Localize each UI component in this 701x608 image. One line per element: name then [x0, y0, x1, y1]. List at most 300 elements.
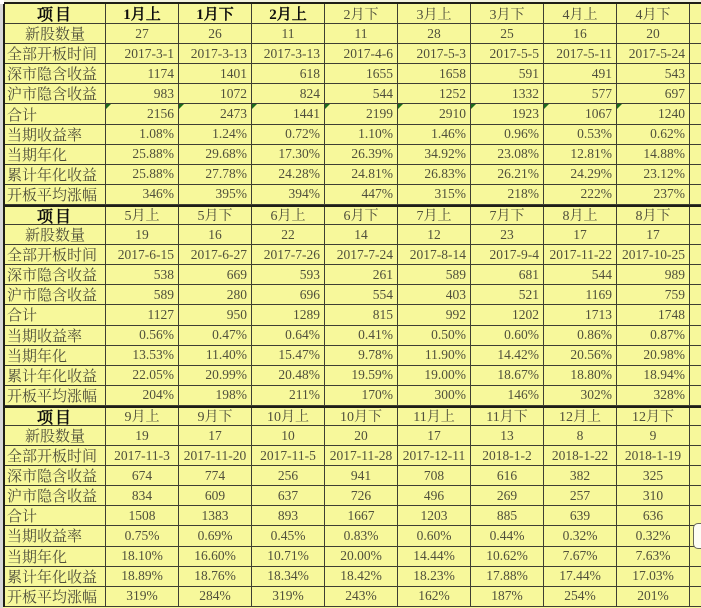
table-cell[interactable]: 538	[106, 265, 179, 285]
table-cell[interactable]: 22	[252, 225, 325, 245]
table-cell[interactable]: 9.78%	[325, 346, 398, 366]
table-cell[interactable]: 28	[398, 24, 471, 44]
table-cell[interactable]: 2017-4-6	[325, 44, 398, 64]
table-cell[interactable]: 1667	[325, 506, 398, 526]
table-cell[interactable]: 14.88%	[617, 145, 690, 165]
table-cell[interactable]: 1202	[471, 305, 544, 325]
table-cell[interactable]: 204%	[106, 386, 179, 406]
table-cell[interactable]: 824	[252, 84, 325, 104]
table-cell[interactable]: 315%	[398, 185, 471, 205]
filler-cell	[690, 44, 701, 64]
table-cell[interactable]: 218%	[471, 185, 544, 205]
table-row	[5, 225, 701, 245]
filler-cell	[690, 386, 701, 406]
filler-cell	[690, 547, 701, 567]
table-cell[interactable]: 1067	[544, 104, 617, 124]
table-cell[interactable]: 16	[179, 225, 252, 245]
table-cell[interactable]: 1713	[544, 305, 617, 325]
table-cell[interactable]: 14.42%	[471, 346, 544, 366]
table-cell[interactable]: 681	[471, 265, 544, 285]
row-label[interactable]: 全部开板时间	[5, 245, 106, 265]
column-header[interactable]: 1月上	[106, 4, 179, 24]
table-cell[interactable]: 0.86%	[544, 326, 617, 346]
table-cell[interactable]: 17	[544, 225, 617, 245]
row-label[interactable]: 当期年化	[5, 547, 106, 567]
row-label[interactable]: 沪市隐含收益	[5, 84, 106, 104]
table-cell[interactable]: 0.45%	[252, 526, 325, 546]
column-header[interactable]: 8月上	[544, 207, 617, 225]
row-label[interactable]: 当期收益率	[5, 125, 106, 145]
filler-cell	[690, 346, 701, 366]
table-cell[interactable]: 29.68%	[179, 145, 252, 165]
table-cell[interactable]: 589	[398, 265, 471, 285]
table-cell[interactable]: 7.67%	[544, 547, 617, 567]
table-cell[interactable]: 17	[398, 426, 471, 446]
table-row	[5, 326, 701, 346]
row-label[interactable]: 当期收益率	[5, 326, 106, 346]
row-label[interactable]: 合计	[5, 305, 106, 325]
table-cell[interactable]: 328%	[617, 386, 690, 406]
table-cell[interactable]: 543	[617, 64, 690, 84]
table-cell[interactable]: 2017-5-11	[544, 44, 617, 64]
table-cell[interactable]: 591	[471, 64, 544, 84]
table-cell[interactable]: 2017-3-13	[252, 44, 325, 64]
table-cell[interactable]: 18.67%	[471, 366, 544, 386]
row-label[interactable]: 开板平均涨幅	[5, 386, 106, 406]
table-cell[interactable]: 1401	[179, 64, 252, 84]
table-cell[interactable]: 17.44%	[544, 567, 617, 587]
column-header[interactable]: 4月下	[617, 4, 690, 24]
row-label[interactable]: 开板平均涨幅	[5, 587, 106, 607]
table-cell[interactable]: 2017-9-4	[471, 245, 544, 265]
column-header[interactable]: 10月上	[252, 408, 325, 426]
table-cell[interactable]: 609	[179, 486, 252, 506]
table-cell[interactable]: 17	[179, 426, 252, 446]
table-cell[interactable]: 17.03%	[617, 567, 690, 587]
corner-cell-label[interactable]: 项目	[5, 408, 106, 426]
row-label[interactable]: 累计年化收益	[5, 165, 106, 185]
table-cell[interactable]: 18.94%	[617, 366, 690, 386]
table-cell[interactable]: 2017-11-3	[106, 446, 179, 466]
table-cell[interactable]: 24.29%	[544, 165, 617, 185]
table-cell[interactable]: 325	[617, 466, 690, 486]
table-cell[interactable]: 20.98%	[617, 346, 690, 366]
table-cell[interactable]: 2017-8-14	[398, 245, 471, 265]
table-row	[5, 145, 701, 165]
table-cell[interactable]: 2017-11-28	[325, 446, 398, 466]
column-header[interactable]: 3月上	[398, 4, 471, 24]
table-cell[interactable]: 20.56%	[544, 346, 617, 366]
table-cell[interactable]: 2017-12-11	[398, 446, 471, 466]
table-cell[interactable]: 22.05%	[106, 366, 179, 386]
table-cell[interactable]: 310	[617, 486, 690, 506]
table-cell[interactable]: 0.87%	[617, 326, 690, 346]
table-cell[interactable]: 16.60%	[179, 547, 252, 567]
table-row	[5, 526, 701, 546]
row-label[interactable]: 全部开板时间	[5, 44, 106, 64]
table-row	[5, 245, 701, 265]
table-cell[interactable]: 20	[325, 426, 398, 446]
table-cell[interactable]: 1441	[252, 104, 325, 124]
table-cell[interactable]: 16	[544, 24, 617, 44]
filler-cell	[690, 285, 701, 305]
table-cell[interactable]: 950	[179, 305, 252, 325]
table-cell[interactable]: 0.47%	[179, 326, 252, 346]
corner-cell-label[interactable]: 项目	[5, 4, 106, 24]
table-cell[interactable]: 394%	[252, 185, 325, 205]
row-label[interactable]: 开板平均涨幅	[5, 185, 106, 205]
table-cell[interactable]: 2199	[325, 104, 398, 124]
table-cell[interactable]: 0.53%	[544, 125, 617, 145]
row-label[interactable]: 全部开板时间	[5, 446, 106, 466]
table-cell[interactable]: 14.44%	[398, 547, 471, 567]
row-label[interactable]: 累计年化收益	[5, 567, 106, 587]
table-cell[interactable]: 0.75%	[106, 526, 179, 546]
table-cell[interactable]: 554	[325, 285, 398, 305]
column-header[interactable]: 5月下	[179, 207, 252, 225]
table-cell[interactable]: 637	[252, 486, 325, 506]
table-cell[interactable]: 1655	[325, 64, 398, 84]
table-cell[interactable]: 0.41%	[325, 326, 398, 346]
table-cell[interactable]: 774	[179, 466, 252, 486]
table-cell[interactable]: 544	[325, 84, 398, 104]
table-cell[interactable]: 834	[106, 486, 179, 506]
table-cell[interactable]: 0.62%	[617, 125, 690, 145]
table-cell[interactable]: 243%	[325, 587, 398, 607]
table-cell[interactable]: 1252	[398, 84, 471, 104]
column-header[interactable]: 11月下	[471, 408, 544, 426]
table-cell[interactable]: 593	[252, 265, 325, 285]
table-cell[interactable]: 0.60%	[398, 526, 471, 546]
table-cell[interactable]: 2017-5-5	[471, 44, 544, 64]
filler-cell	[690, 326, 701, 346]
table-cell[interactable]: 15.47%	[252, 346, 325, 366]
table-cell[interactable]: 18.10%	[106, 547, 179, 567]
table-cell[interactable]: 2018-1-2	[471, 446, 544, 466]
table-cell[interactable]: 11.40%	[179, 346, 252, 366]
row-label[interactable]: 当期收益率	[5, 526, 106, 546]
row-label[interactable]: 累计年化收益	[5, 366, 106, 386]
table-cell[interactable]: 1174	[106, 64, 179, 84]
section-header-row	[5, 4, 701, 24]
table-cell[interactable]: 17.30%	[252, 145, 325, 165]
table-cell[interactable]: 2017-3-13	[179, 44, 252, 64]
table-cell[interactable]: 17	[617, 225, 690, 245]
table-cell[interactable]: 2018-1-19	[617, 446, 690, 466]
table-cell[interactable]: 20.00%	[325, 547, 398, 567]
table-cell[interactable]: 146%	[471, 386, 544, 406]
column-header[interactable]: 12月下	[617, 408, 690, 426]
table-cell[interactable]: 639	[544, 506, 617, 526]
column-header[interactable]: 12月上	[544, 408, 617, 426]
table-cell[interactable]: 20.48%	[252, 366, 325, 386]
table-cell[interactable]: 697	[617, 84, 690, 104]
table-cell[interactable]: 13	[471, 426, 544, 446]
corner-cell-label[interactable]: 项目	[5, 207, 106, 225]
table-row	[5, 185, 701, 205]
table-cell[interactable]: 1289	[252, 305, 325, 325]
table-cell[interactable]: 0.83%	[325, 526, 398, 546]
table-section-2	[5, 205, 701, 406]
table-cell[interactable]: 256	[252, 466, 325, 486]
table-cell[interactable]: 269	[471, 486, 544, 506]
table-cell[interactable]: 222%	[544, 185, 617, 205]
flag-triangle-icon	[325, 104, 330, 109]
table-cell[interactable]: 885	[471, 506, 544, 526]
table-cell[interactable]: 0.50%	[398, 326, 471, 346]
table-cell[interactable]: 27.78%	[179, 165, 252, 185]
filler-cell	[690, 4, 701, 24]
table-cell[interactable]: 14	[325, 225, 398, 245]
table-cell[interactable]: 1072	[179, 84, 252, 104]
table-cell[interactable]: 1.08%	[106, 125, 179, 145]
table-cell[interactable]: 989	[617, 265, 690, 285]
corner-square	[0, 0, 4, 4]
table-cell[interactable]: 2018-1-22	[544, 446, 617, 466]
table-cell[interactable]: 284%	[179, 587, 252, 607]
table-cell[interactable]: 589	[106, 285, 179, 305]
table-cell[interactable]: 2017-10-25	[617, 245, 690, 265]
table-cell[interactable]: 19.59%	[325, 366, 398, 386]
table-cell[interactable]: 18.34%	[252, 567, 325, 587]
table-cell[interactable]: 319%	[252, 587, 325, 607]
table-cell[interactable]: 1508	[106, 506, 179, 526]
table-cell[interactable]: 26.21%	[471, 165, 544, 185]
row-label[interactable]: 合计	[5, 506, 106, 526]
table-cell[interactable]: 1169	[544, 285, 617, 305]
filler-cell	[690, 207, 701, 225]
table-cell[interactable]: 395%	[179, 185, 252, 205]
table-cell[interactable]: 20	[617, 24, 690, 44]
table-row	[5, 84, 701, 104]
table-cell[interactable]: 254%	[544, 587, 617, 607]
column-header[interactable]: 6月上	[252, 207, 325, 225]
table-cell[interactable]: 759	[617, 285, 690, 305]
table-cell[interactable]: 491	[544, 64, 617, 84]
table-cell[interactable]: 815	[325, 305, 398, 325]
table-cell[interactable]: 10.71%	[252, 547, 325, 567]
row-label[interactable]: 沪市隐含收益	[5, 486, 106, 506]
table-cell[interactable]: 708	[398, 466, 471, 486]
table-cell[interactable]: 211%	[252, 386, 325, 406]
column-header[interactable]: 9月下	[179, 408, 252, 426]
table-cell[interactable]: 0.69%	[179, 526, 252, 546]
table-cell[interactable]: 26.83%	[398, 165, 471, 185]
table-cell[interactable]: 983	[106, 84, 179, 104]
table-cell[interactable]: 11	[252, 24, 325, 44]
table-cell[interactable]: 1127	[106, 305, 179, 325]
table-cell[interactable]: 23.08%	[471, 145, 544, 165]
table-cell[interactable]: 696	[252, 285, 325, 305]
row-label[interactable]: 深市隐含收益	[5, 265, 106, 285]
table-cell[interactable]: 0.44%	[471, 526, 544, 546]
table-cell[interactable]: 27	[106, 24, 179, 44]
selection-handle[interactable]	[693, 523, 701, 549]
row-label[interactable]: 新股数量	[5, 24, 106, 44]
table-cell[interactable]: 24.28%	[252, 165, 325, 185]
table-cell[interactable]: 0.72%	[252, 125, 325, 145]
table-cell[interactable]: 23.12%	[617, 165, 690, 185]
column-header[interactable]: 3月下	[471, 4, 544, 24]
table-cell[interactable]: 669	[179, 265, 252, 285]
table-cell[interactable]: 618	[252, 64, 325, 84]
table-cell[interactable]: 25.88%	[106, 165, 179, 185]
table-cell[interactable]: 24.81%	[325, 165, 398, 185]
column-header[interactable]: 6月下	[325, 207, 398, 225]
table-cell[interactable]: 1.10%	[325, 125, 398, 145]
table-cell[interactable]: 187%	[471, 587, 544, 607]
table-cell[interactable]: 11	[325, 24, 398, 44]
table-cell[interactable]: 2156	[106, 104, 179, 124]
table-cell[interactable]: 18.76%	[179, 567, 252, 587]
row-label[interactable]: 合计	[5, 104, 106, 124]
table-cell[interactable]: 257	[544, 486, 617, 506]
table-cell[interactable]: 25	[471, 24, 544, 44]
table-cell[interactable]: 201%	[617, 587, 690, 607]
table-cell[interactable]: 23	[471, 225, 544, 245]
table-cell[interactable]: 2017-11-22	[544, 245, 617, 265]
table-cell[interactable]: 198%	[179, 386, 252, 406]
table-cell[interactable]: 11.90%	[398, 346, 471, 366]
table-row	[5, 466, 701, 486]
table-cell[interactable]: 7.63%	[617, 547, 690, 567]
row-label[interactable]: 沪市隐含收益	[5, 285, 106, 305]
table-cell[interactable]: 25.88%	[106, 145, 179, 165]
table-cell[interactable]: 261	[325, 265, 398, 285]
table-cell[interactable]: 18.42%	[325, 567, 398, 587]
table-cell[interactable]: 2017-6-27	[179, 245, 252, 265]
table-cell[interactable]: 726	[325, 486, 398, 506]
table-cell[interactable]: 403	[398, 285, 471, 305]
table-cell[interactable]: 0.56%	[106, 326, 179, 346]
table-cell[interactable]: 19	[106, 426, 179, 446]
table-cell[interactable]: 26.39%	[325, 145, 398, 165]
table-cell[interactable]: 18.23%	[398, 567, 471, 587]
table-cell[interactable]: 2473	[179, 104, 252, 124]
table-cell[interactable]: 17.88%	[471, 567, 544, 587]
column-header[interactable]: 4月上	[544, 4, 617, 24]
flag-triangle-icon	[398, 104, 403, 109]
table-cell[interactable]: 382	[544, 466, 617, 486]
table-cell[interactable]: 521	[471, 285, 544, 305]
table-cell[interactable]: 346%	[106, 185, 179, 205]
filler-cell	[690, 426, 701, 446]
table-cell[interactable]: 1748	[617, 305, 690, 325]
row-label[interactable]: 当期年化	[5, 145, 106, 165]
table-cell[interactable]: 2910	[398, 104, 471, 124]
table-cell[interactable]: 8	[544, 426, 617, 446]
column-header[interactable]: 5月上	[106, 207, 179, 225]
table-cell[interactable]: 2017-5-24	[617, 44, 690, 64]
column-header[interactable]: 10月下	[325, 408, 398, 426]
table-cell[interactable]: 941	[325, 466, 398, 486]
flag-triangle-icon	[471, 104, 476, 109]
table-cell[interactable]: 0.32%	[544, 526, 617, 546]
table-cell[interactable]: 162%	[398, 587, 471, 607]
table-cell[interactable]: 1.24%	[179, 125, 252, 145]
table-cell[interactable]: 2017-7-24	[325, 245, 398, 265]
table-cell[interactable]: 20.99%	[179, 366, 252, 386]
table-cell[interactable]: 10	[252, 426, 325, 446]
table-cell[interactable]: 170%	[325, 386, 398, 406]
column-header[interactable]: 7月下	[471, 207, 544, 225]
table-cell[interactable]: 1923	[471, 104, 544, 124]
table-cell[interactable]: 19.00%	[398, 366, 471, 386]
table-cell[interactable]: 13.53%	[106, 346, 179, 366]
table-cell[interactable]: 280	[179, 285, 252, 305]
row-label[interactable]: 深市隐含收益	[5, 64, 106, 84]
table-cell[interactable]: 2017-3-1	[106, 44, 179, 64]
table-cell[interactable]: 237%	[617, 185, 690, 205]
filler-cell	[690, 366, 701, 386]
table-cell[interactable]: 1383	[179, 506, 252, 526]
table-cell[interactable]: 300%	[398, 386, 471, 406]
table-cell[interactable]: 2017-5-3	[398, 44, 471, 64]
table-cell[interactable]: 577	[544, 84, 617, 104]
table-cell[interactable]: 2017-11-20	[179, 446, 252, 466]
table-cell[interactable]: 1658	[398, 64, 471, 84]
table-cell[interactable]: 12.81%	[544, 145, 617, 165]
table-cell[interactable]: 447%	[325, 185, 398, 205]
row-label[interactable]: 新股数量	[5, 426, 106, 446]
table-cell[interactable]: 1240	[617, 104, 690, 124]
table-cell[interactable]: 1.46%	[398, 125, 471, 145]
table-cell[interactable]: 12	[398, 225, 471, 245]
table-cell[interactable]: 0.96%	[471, 125, 544, 145]
table-cell[interactable]: 992	[398, 305, 471, 325]
table-cell[interactable]: 34.92%	[398, 145, 471, 165]
table-cell[interactable]: 0.60%	[471, 326, 544, 346]
column-header[interactable]: 9月上	[106, 408, 179, 426]
table-cell[interactable]: 18.80%	[544, 366, 617, 386]
flag-triangle-icon	[544, 104, 549, 109]
table-row	[5, 426, 701, 446]
row-label[interactable]: 当期年化	[5, 346, 106, 366]
table-cell[interactable]: 26	[179, 24, 252, 44]
table-cell[interactable]: 10.62%	[471, 547, 544, 567]
table-cell[interactable]: 18.89%	[106, 567, 179, 587]
section-header-row	[5, 205, 701, 225]
table-cell[interactable]: 2017-11-5	[252, 446, 325, 466]
table-cell[interactable]: 0.32%	[617, 526, 690, 546]
column-header[interactable]: 2月上	[252, 4, 325, 24]
table-cell[interactable]: 2017-6-15	[106, 245, 179, 265]
column-header[interactable]: 1月下	[179, 4, 252, 24]
table-cell[interactable]: 496	[398, 486, 471, 506]
column-header[interactable]: 2月下	[325, 4, 398, 24]
table-cell[interactable]: 319%	[106, 587, 179, 607]
table-row	[5, 587, 701, 607]
table-cell[interactable]: 544	[544, 265, 617, 285]
row-label[interactable]: 新股数量	[5, 225, 106, 245]
filler-cell	[690, 185, 701, 205]
table-cell[interactable]: 19	[106, 225, 179, 245]
table-cell[interactable]: 9	[617, 426, 690, 446]
column-header[interactable]: 11月上	[398, 408, 471, 426]
table-cell[interactable]: 893	[252, 506, 325, 526]
column-header[interactable]: 8月下	[617, 207, 690, 225]
table-cell[interactable]: 2017-7-26	[252, 245, 325, 265]
table-cell[interactable]: 1332	[471, 84, 544, 104]
table-cell[interactable]: 636	[617, 506, 690, 526]
table-cell[interactable]: 0.64%	[252, 326, 325, 346]
table-cell[interactable]: 674	[106, 466, 179, 486]
table-cell[interactable]: 616	[471, 466, 544, 486]
row-label[interactable]: 深市隐含收益	[5, 466, 106, 486]
table-cell[interactable]: 302%	[544, 386, 617, 406]
table-cell[interactable]: 1203	[398, 506, 471, 526]
column-header[interactable]: 7月上	[398, 207, 471, 225]
